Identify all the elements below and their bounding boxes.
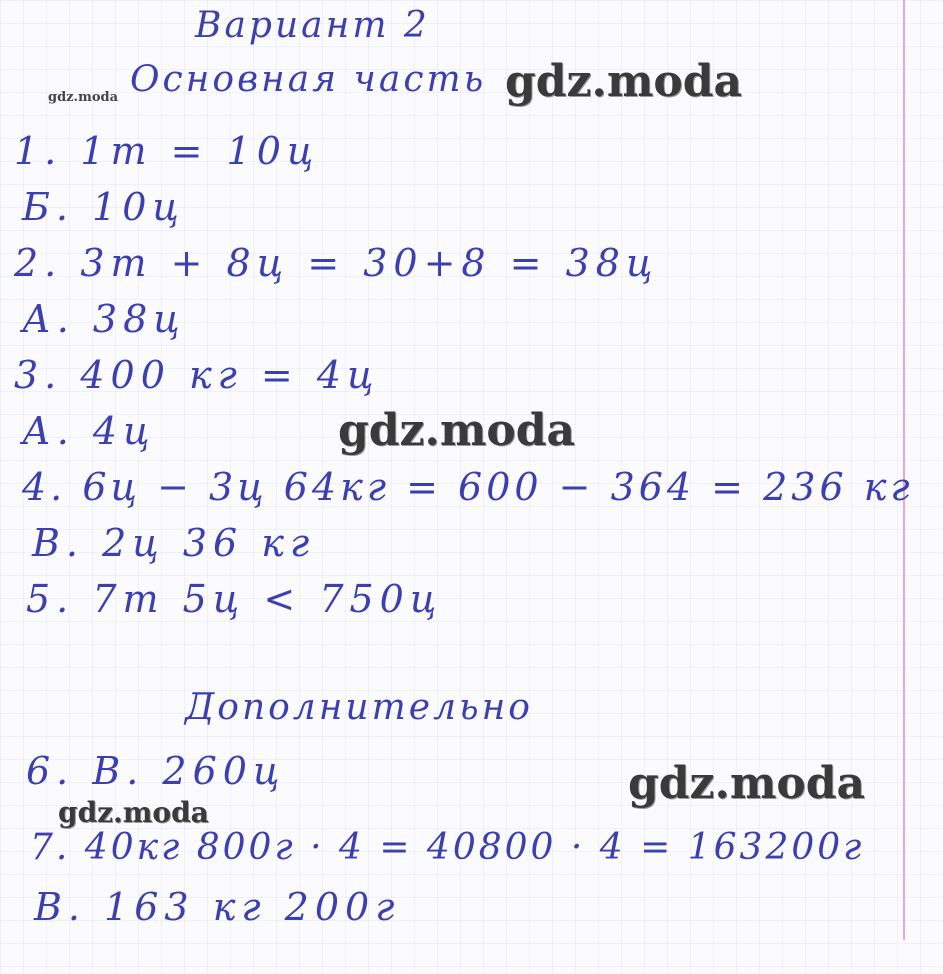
watermark: gdz.moda — [58, 796, 209, 829]
answer-line: 2. 3т + 8ц = 30+8 = 38ц — [14, 241, 659, 285]
answer-line: 4. 6ц − 3ц 64кг = 600 − 364 = 236 кг — [22, 465, 914, 509]
variant-title: Вариант 2 — [195, 5, 430, 46]
answer-line: 5. 7т 5ц < 750ц — [26, 577, 443, 621]
answer-line: А. 38ц — [22, 297, 186, 341]
answer-line: 6. В. 260ц — [26, 749, 286, 793]
watermark: gdz.moda — [338, 405, 576, 456]
answer-line: А. 4ц — [22, 409, 156, 453]
answer-line: Б. 10ц — [22, 185, 185, 229]
answer-line: В. 2ц 36 кг — [32, 521, 316, 565]
answer-line: 3. 400 кг = 4ц — [14, 353, 380, 397]
answer-line: 1. 1т = 10ц — [14, 129, 320, 173]
watermark: gdz.moda — [505, 56, 743, 107]
answer-line: В. 163 кг 200г — [34, 885, 401, 929]
section-main-heading: Основная часть — [130, 59, 487, 100]
section-extra-heading: Дополнительно — [185, 687, 533, 728]
watermark: gdz.moda — [628, 758, 866, 809]
watermark: gdz.moda — [48, 90, 119, 105]
answer-line: 7. 40кг 800г · 4 = 40800 · 4 = 163200г — [30, 827, 865, 868]
